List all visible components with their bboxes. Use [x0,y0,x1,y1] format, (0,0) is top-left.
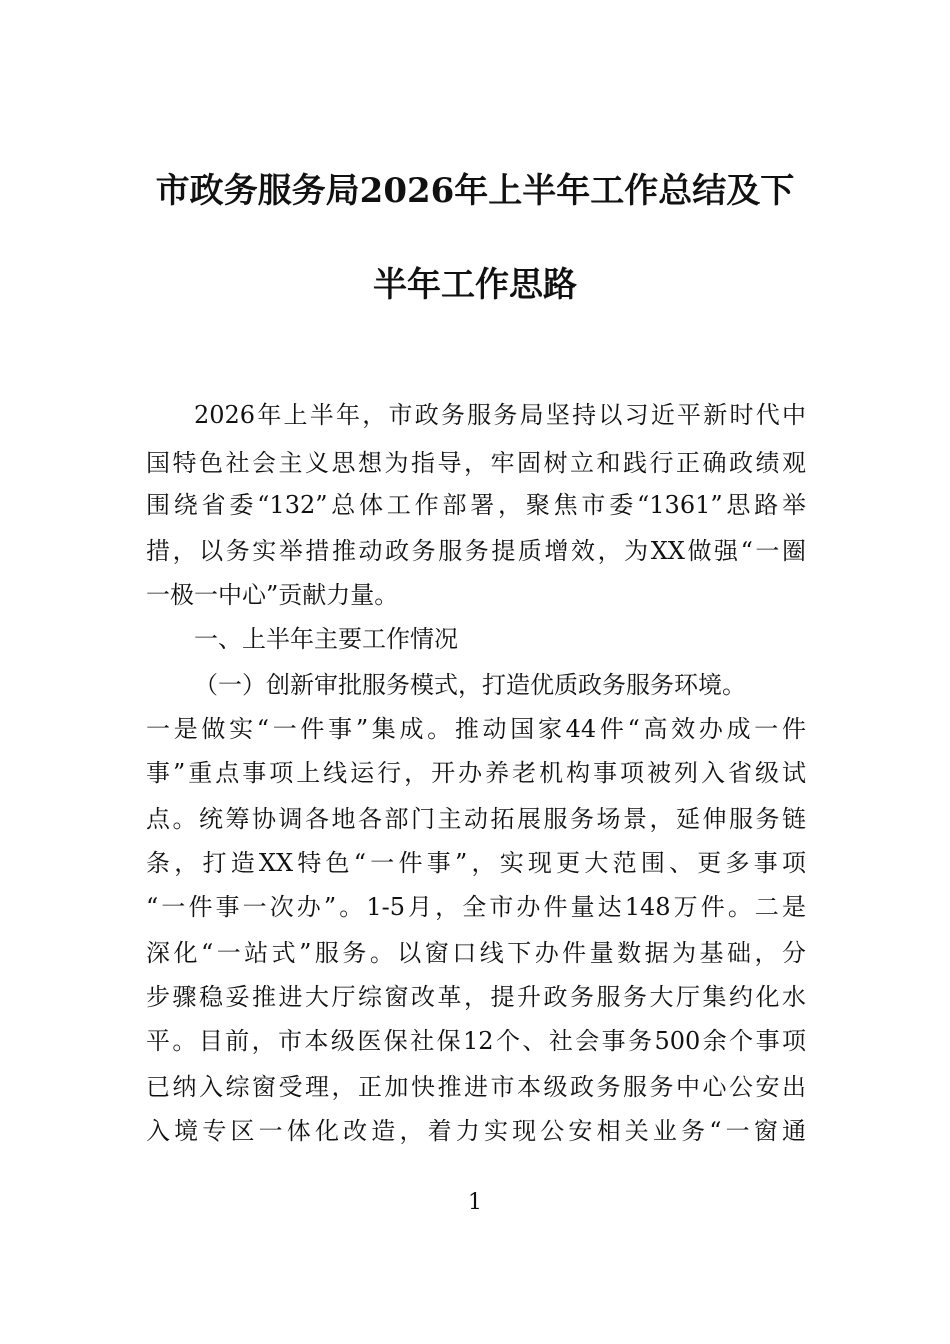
paragraph-1-line-4: 措，以务实举措推动政务服务提质增效，为XX做强“一圈 [146,537,806,565]
paragraph-2-line-7: 步骤稳妥推进大厅综窗改革，提升政务服务大厅集约化水 [146,983,806,1011]
document-title-line-2: 半年工作思路 [373,265,577,305]
paragraph-1-line-3: 围绕省委“132”总体工作部署，聚焦市委“1361”思路举 [146,491,806,519]
subsection-1-heading: （一）创新审批服务模式，打造优质政务服务环境。 [194,671,746,699]
paragraph-2-line-9: 已纳入综窗受理，正加快推进市本级政务服务中心公安出 [146,1073,806,1101]
paragraph-2-line-4: 条，打造XX特色“一件事”，实现更大范围、更多事项 [146,849,806,877]
paragraph-2-line-5: “一件事一次办”。1-5月，全市办件量达148万件。二是 [146,893,806,921]
section-1-heading: 一、上半年主要工作情况 [194,625,458,653]
paragraph-2-line-3: 点。统筹协调各地各部门主动拓展服务场景，延伸服务链 [146,805,806,833]
paragraph-1-line-5: 一极一中心”贡献力量。 [146,581,399,609]
paragraph-2-line-1: 一是做实“一件事”集成。推动国家44件“高效办成一件 [146,715,806,743]
paragraph-2-line-8: 平。目前，市本级医保社保12个、社会事务500余个事项 [146,1027,806,1055]
paragraph-2-line-10: 入境专区一体化改造，着力实现公安相关业务“一窗通 [146,1117,806,1145]
document-title-line-1: 市政务服务局2026年上半年工作总结及下 [155,171,795,211]
paragraph-1-line-1: 2026年上半年，市政务服务局坚持以习近平新时代中 [194,401,806,429]
page-number: 1 [468,1190,482,1215]
paragraph-2-line-6: 深化“一站式”服务。以窗口线下办件量数据为基础，分 [146,939,806,967]
paragraph-1-line-2: 国特色社会主义思想为指导，牢固树立和践行正确政绩观 [146,449,806,477]
paragraph-2-line-2: 事”重点事项上线运行，开办养老机构事项被列入省级试 [146,759,806,787]
